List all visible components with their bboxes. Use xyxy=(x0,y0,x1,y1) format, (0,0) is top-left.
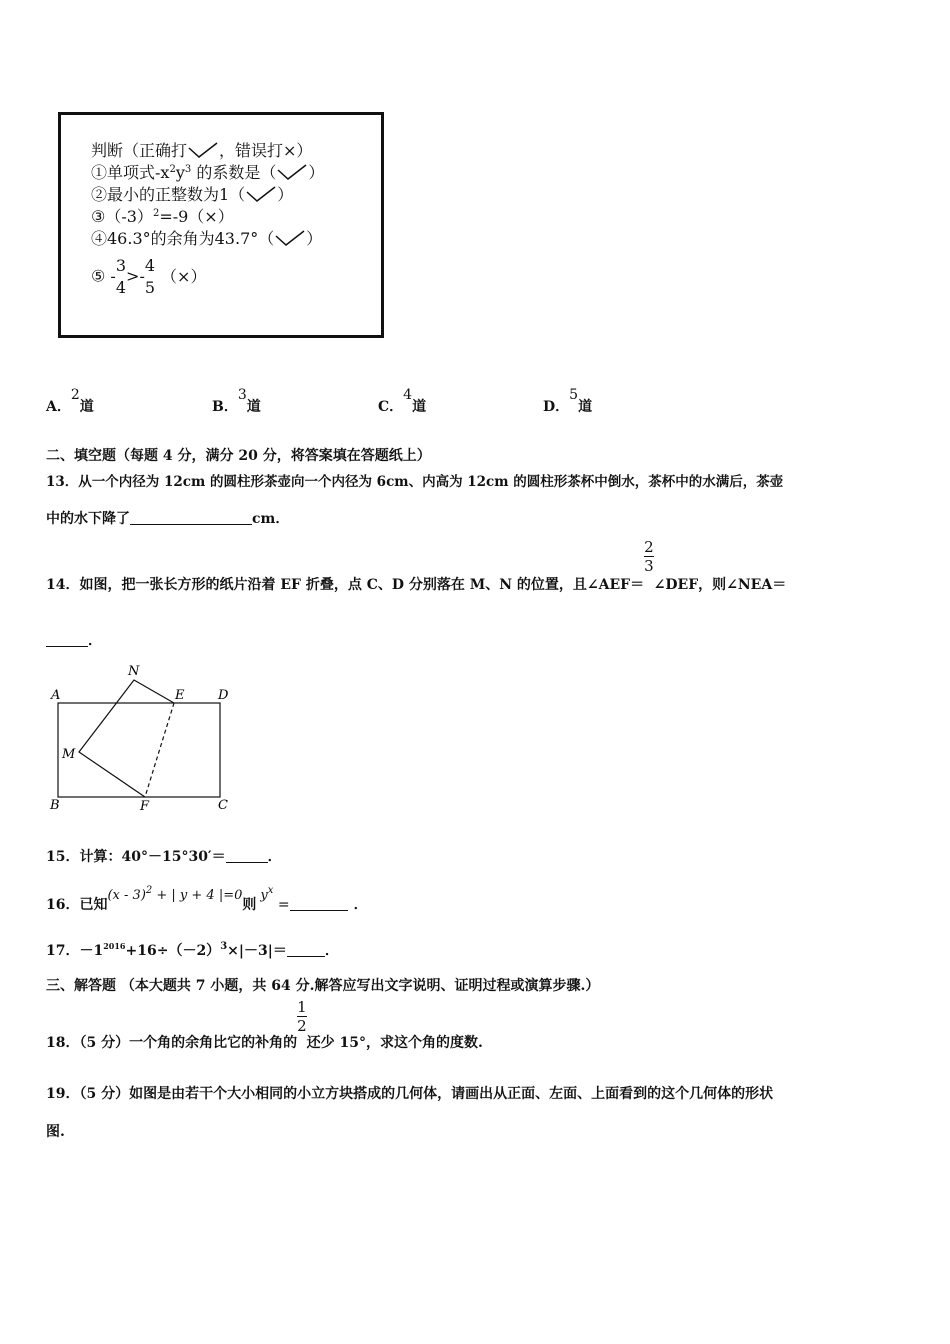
q13-line2: 中的水下降了 cm． xyxy=(46,511,290,527)
fold-figure xyxy=(46,658,246,818)
answer-blank xyxy=(226,848,268,863)
rectangle-abcd xyxy=(58,703,220,797)
section-2-heading: 二、填空题（每题 4 分，满分 20 分，将答案填在答题纸上） xyxy=(46,448,431,464)
judge-item-1: ①单项式$-x^2y^3$ 的系数是（ ） xyxy=(91,163,325,182)
label-a: A xyxy=(51,688,61,703)
fraction: $\frac{1}{2}$ xyxy=(297,998,307,1035)
judge-item-2: ②最小的正整数为1（ ） xyxy=(91,185,294,204)
judge-title: 判断（正确打 ，错误打×） xyxy=(91,141,313,160)
q16: 16．已知(x - 3)$^2$ + | y + 4 |=0则$y^x$ = ． xyxy=(46,885,368,913)
q18: 18．（5 分）一个角的余角比它的补角的 $\frac{1}{2}$ 还少 15°，求这个角的度数. xyxy=(46,998,483,1051)
answer-blank xyxy=(290,896,348,911)
check-icon xyxy=(187,142,219,158)
option-c: C．4道 xyxy=(378,387,427,415)
judge-item-5: ⑤ - 3 4 >- 4 5 （×） xyxy=(91,256,207,297)
q17: 17．$-1^{2016}+16\div(-2)^3\times|-3|=$ ． xyxy=(46,941,339,959)
label-f: F xyxy=(140,799,150,814)
q14: 14．如图，把一张长方形的纸片沿着 EF 折叠，点 C、D 分别落在 M、N 的位置，且∠AEF＝ $\frac{2}{3}$ ∠DEF，则∠NEA＝ xyxy=(46,538,787,593)
check-icon xyxy=(276,164,308,180)
option-b: B．3道 xyxy=(212,387,261,415)
label-b: B xyxy=(50,798,60,813)
section-3-heading: 三、解答题 （本大题共 7 小题，共 64 分.解答应写出文字说明、证明过程或演算步骤.） xyxy=(46,978,600,994)
q14-answer: ． xyxy=(46,630,102,650)
judge-item-3: $③(-3)^2=-9(\times)$ xyxy=(91,207,234,226)
option-d: D．5道 xyxy=(543,387,593,415)
fraction: $\frac{2}{3}$ xyxy=(644,538,654,575)
judge-item-4: ④46.3°的余角为43.7°（ ） xyxy=(91,229,323,248)
q15: 15．计算：40°－15°30′＝ ． xyxy=(46,849,282,865)
fraction: 4 5 xyxy=(144,256,156,297)
fold-line-ef xyxy=(145,703,174,797)
fraction: 3 4 xyxy=(115,256,127,297)
check-icon xyxy=(274,230,306,246)
option-a: A．2道 xyxy=(46,387,94,415)
label-e: E xyxy=(175,688,185,703)
q19-line1: 19．（5 分）如图是由若干个大小相同的小立方块搭成的几何体，请画出从正面、左面、上面看到的这个几何体的形状 xyxy=(46,1086,774,1102)
check-icon xyxy=(245,186,277,202)
label-n: N xyxy=(128,664,140,679)
judgement-box xyxy=(58,112,384,338)
q19-line2: 图. xyxy=(46,1124,65,1140)
label-c: C xyxy=(218,798,228,813)
q13-line1: 13．从一个内径为 12cm 的圆柱形茶壶向一个内径为 6cm、内高为 12cm 的圆柱形茶杯中倒水，茶杯中的水满后，茶壶 xyxy=(46,474,784,490)
answer-blank xyxy=(130,510,252,525)
folded-edge xyxy=(79,680,174,797)
answer-blank xyxy=(287,942,325,957)
label-m: M xyxy=(62,747,76,762)
answer-blank xyxy=(46,632,88,647)
label-d: D xyxy=(218,688,229,703)
